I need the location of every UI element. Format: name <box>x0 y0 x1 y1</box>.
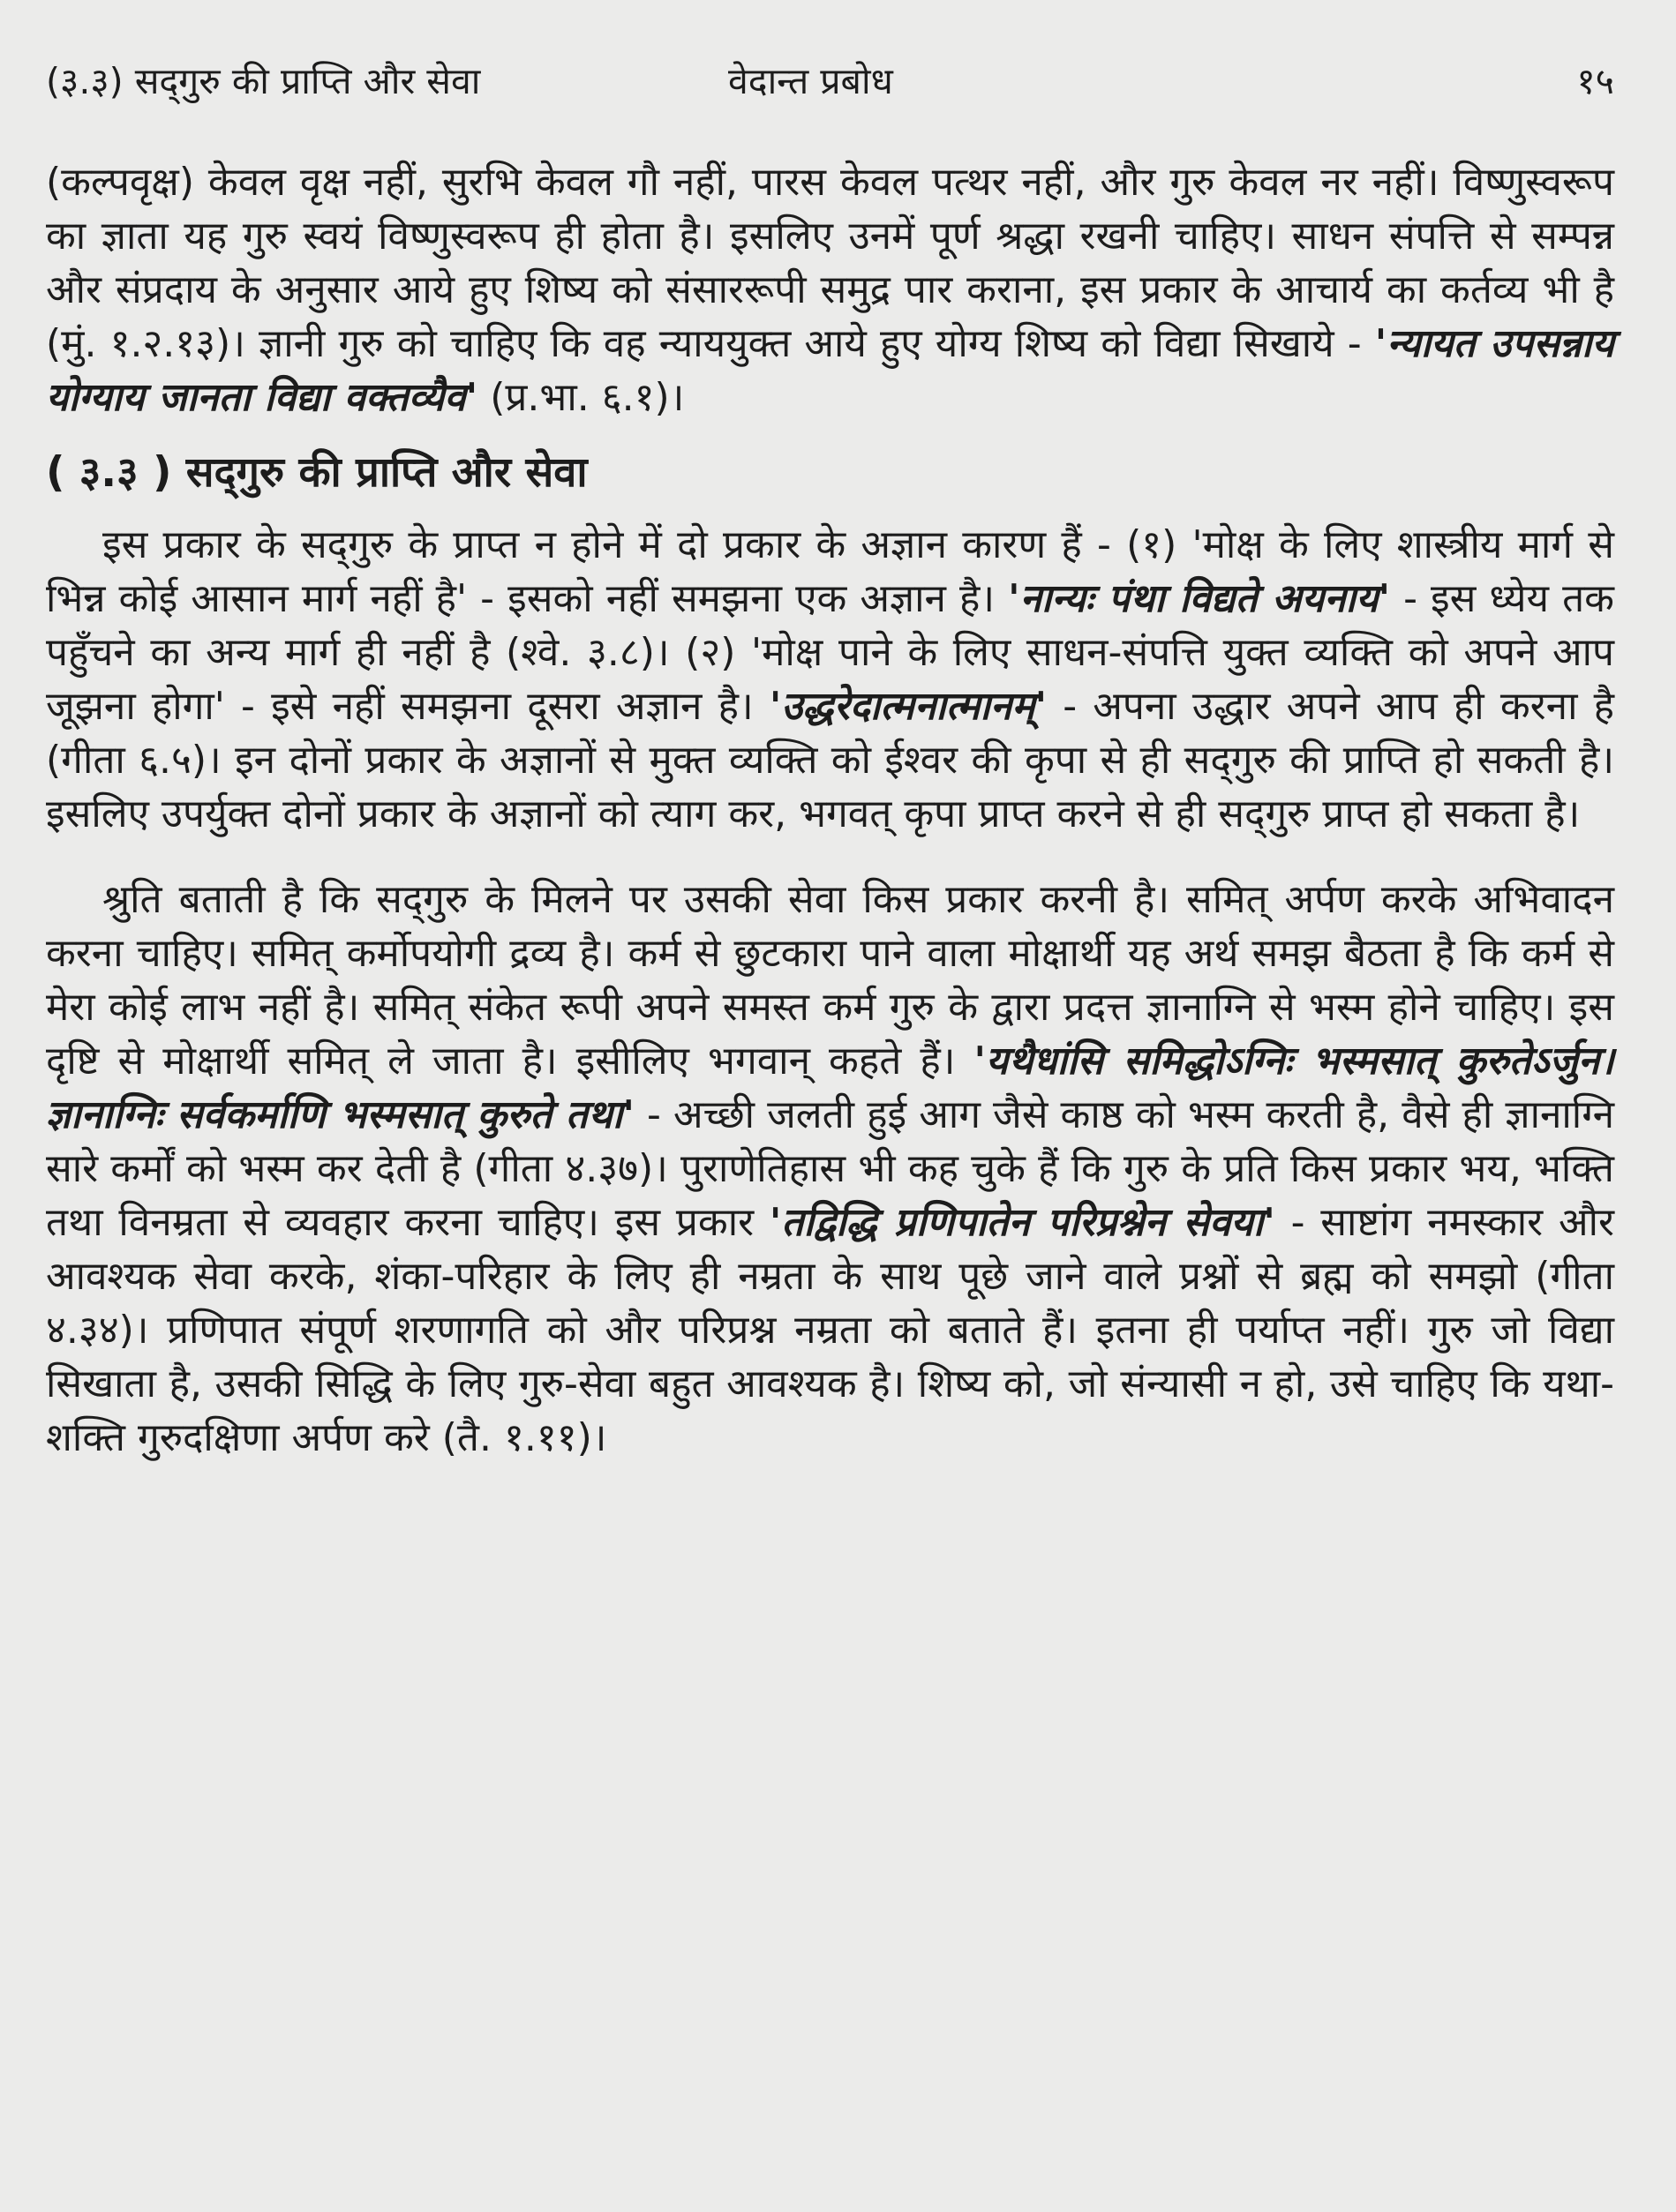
sanskrit-quote: 'न्यायत उपसन्नाय योग्याय जानता विद्या वक्तव्यैव' <box>46 321 1614 420</box>
paragraph-text: - साष्टांग नमस्कार और आवश्यक सेवा करके, शंका-परिहार के लिए ही नम्रता के साथ पूछे जाने वाले प्रश्नों से ब्रह्म को समझो (गीता ४.३४)। प्रणिपात संपूर्ण शरणागति को और परिप्रश्न नम्रता को बताते हैं। इतना ही पर्याप्त नहीं। गुरु जो विद्या सिखाता है, उसकी सिद्धि के लिए गुरु-सेवा बहुत आवश्यक है। शिष्य को, जो संन्यासी न हो, उसे चाहिए कि यथा-शक्ति गुरुदक्षिणा अर्पण करे (तै. १.११)। <box>46 1200 1614 1460</box>
paragraph-text: - अच्छी जलती हुई आग जैसे काष्ठ को भस्म करती है, वैसे ही ज्ञानाग्नि सारे कर्मों को भस्म कर देती है (गीता ४.३७)। पुराणेतिहास भी कह चुके हैं कि गुरु के प्रति किस प्रकार भय, भक्ति तथा विनम्रता से व्यवहार करना चाहिए। इस प्रकार <box>46 1092 1614 1245</box>
running-header <box>46 55 1614 108</box>
paragraph-text: - अपना उद्धार अपने आप ही करना है (गीता ६.५)। इन दोनों प्रकार के अज्ञानों से मुक्त व्यक्ति को ईश्वर की कृपा से ही सद्‌गुरु की प्राप्ति हो सकती है। इसलिए उपर्युक्त दोनों प्रकार के अज्ञानों को त्याग कर, भगवत् कृपा प्राप्त करने से ही सद्‌गुरु प्राप्त हो सकता है। <box>46 684 1614 836</box>
paragraph-text: - इस ध्येय तक पहुँचने का अन्य मार्ग ही नहीं है (श्वे. ३.८)। (२) 'मोक्ष पाने के लिए साधन-संपत्ति युक्त व्यक्ति को अपने आप जूझना होगा' - इसे नहीं समझना दूसरा अज्ञान है। <box>46 576 1614 729</box>
paragraph-text: (प्र.भा. ६.१)। <box>490 375 685 420</box>
paragraph-text: श्रुति बताती है कि सद्‌गुरु के मिलने पर उसकी सेवा किस प्रकार करनी है। समित् अर्पण करके अभिवादन करना चाहिए। समित् कर्मोपयोगी द्रव्य है। कर्म से छुटकारा पाने वाला मोक्षार्थी यह अर्थ समझ बैठता है कि कर्म से मेरा कोई लाभ नहीं है। समित् संकेत रूपी अपने समस्त कर्म गुरु के द्वारा प्रदत्त ज्ञानाग्नि से भस्म होने चाहिए। इस दृष्टि से मोक्षार्थी समित् ले जाता है। इसीलिए भगवान् कहते हैं। <box>46 877 1614 1084</box>
paragraph-ignorance <box>46 518 1614 841</box>
page-body <box>46 155 1614 1465</box>
sanskrit-quote: 'यथैधांसि समिद्धोऽग्निः भस्मसात् कुरुतेऽर्जुन। ज्ञानाग्निः सर्वकर्माणि भस्मसात् कुरुते तथा' <box>46 1039 1614 1137</box>
sanskrit-quote: 'नान्यः पंथा विद्यते अयनाय' <box>1008 576 1391 621</box>
page-number: १५ <box>1576 60 1614 102</box>
section-heading: ( ३.३ ) सद्‌गुरु की प्राप्ति और सेवा <box>46 448 588 497</box>
header-book-title: वेदान्त प्रबोध <box>728 60 893 102</box>
sanskrit-quote: 'तद्विद्धि प्रणिपातेन परिप्रश्नेन सेवया' <box>769 1200 1275 1245</box>
sanskrit-quote: 'उद्धरेदात्मनात्मानम्' <box>769 684 1048 729</box>
paragraph-continuation <box>46 155 1614 424</box>
paragraph-text: (कल्पवृक्ष) केवल वृक्ष नहीं, सुरभि केवल गौ नहीं, पारस केवल पत्थर नहीं, और गुरु केवल नर नहीं। विष्णुस्वरूप का ज्ञाता यह गुरु स्वयं विष्णुस्वरूप ही होता है। इसलिए उनमें पूर्ण श्रद्धा रखनी चाहिए। साधन संपत्ति से सम्पन्न और संप्रदाय के अनुसार आये हुए शिष्य को संसाररूपी समुद्र पार कराना, इस प्रकार के आचार्य का कर्तव्य भी है (मुं. १.२.१३)। ज्ञानी गुरु को चाहिए कि वह न्याययुक्त आये हुए योग्य शिष्य को विद्या सिखाये - <box>46 160 1614 366</box>
paragraph-text: इस प्रकार के सद्‌गुरु के प्राप्त न होने में दो प्रकार के अज्ञान कारण हैं - (१) 'मोक्ष के लिए शास्त्रीय मार्ग से भिन्न कोई आसान मार्ग नहीं है' - इसको नहीं समझना एक अज्ञान है। <box>46 522 1615 621</box>
header-section-title: (३.३) सद्‌गुरु की प्राप्ति और सेवा <box>46 60 481 102</box>
paragraph-guru-service <box>46 873 1614 1465</box>
